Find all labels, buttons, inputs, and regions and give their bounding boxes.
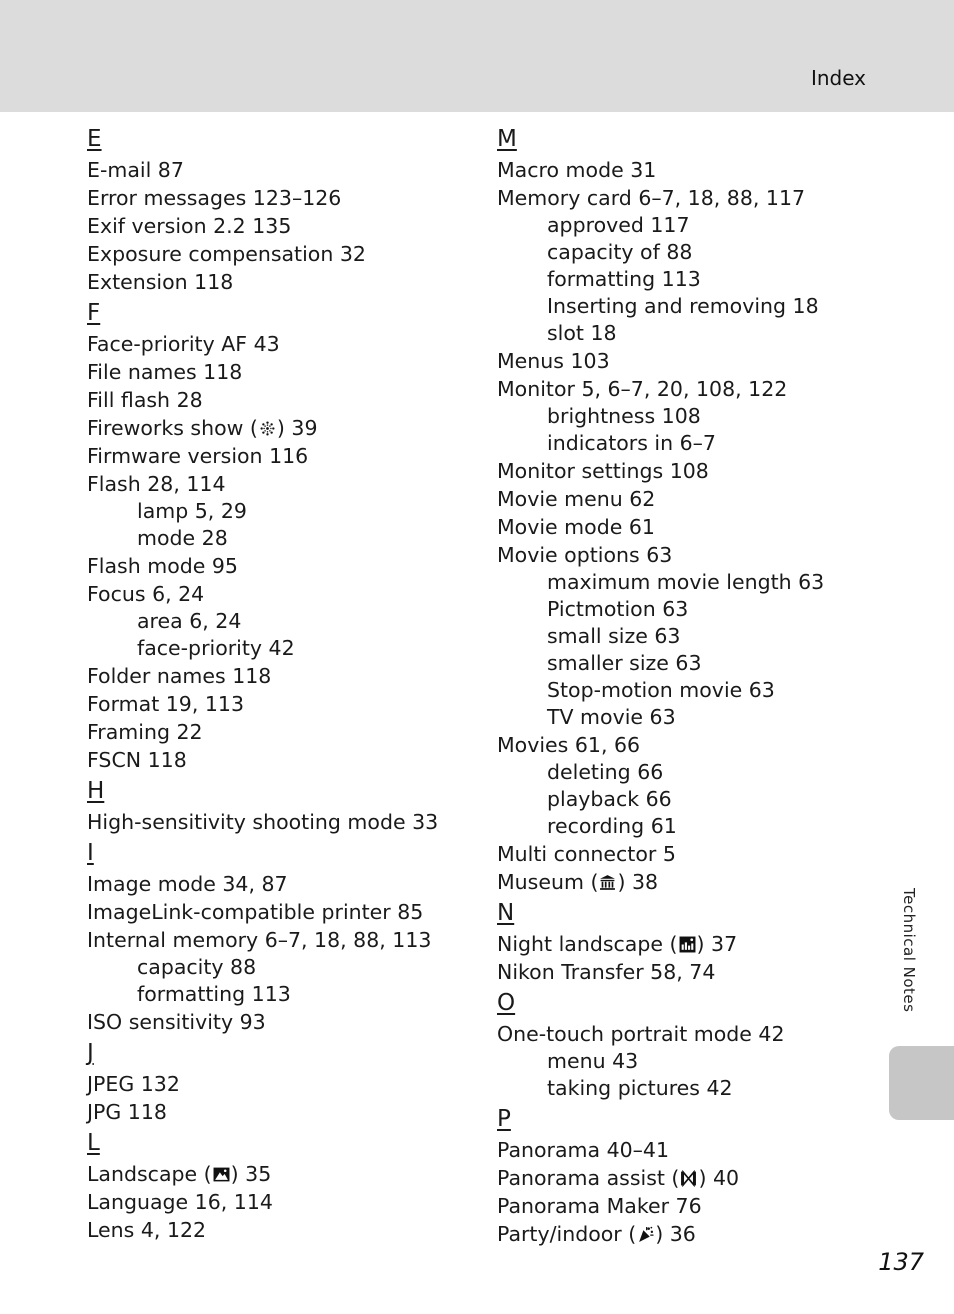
index-subentry: Pictmotion 63 <box>547 597 689 621</box>
index-subentry: recording 61 <box>547 814 677 838</box>
index-subentry: maximum movie length 63 <box>547 570 825 594</box>
section-tab-label: Technical Notes <box>900 888 918 1013</box>
index-entry: ISO sensitivity 93 <box>87 1010 266 1034</box>
index-subentry: menu 43 <box>547 1049 639 1073</box>
entry-text-before: Landscape ( <box>87 1162 212 1186</box>
index-entry: Extension 118 <box>87 270 234 294</box>
entry-text-after: ) 38 <box>617 870 659 894</box>
index-subentry: small size 63 <box>547 624 681 648</box>
index-letter-heading: P <box>497 1106 511 1132</box>
index-subentry: deleting 66 <box>547 760 664 784</box>
index-subentry: playback 66 <box>547 787 672 811</box>
index-entry: Movie mode 61 <box>497 515 655 539</box>
index-entry <box>87 414 477 442</box>
index-entry: Flash mode 95 <box>87 554 238 578</box>
section-tab-marker[interactable] <box>889 1046 954 1120</box>
entry-text-after: ) 35 <box>230 1162 272 1186</box>
index-subentry: capacity of 88 <box>547 240 693 264</box>
index-letter-heading: E <box>87 126 102 152</box>
index-entry: Framing 22 <box>87 720 203 744</box>
index-entry: Format 19, 113 <box>87 692 245 716</box>
entry-text-before: Night landscape ( <box>497 932 678 956</box>
index-entry: Folder names 118 <box>87 664 272 688</box>
entry-text-after: ) 40 <box>698 1166 740 1190</box>
index-entry <box>497 868 887 896</box>
index-subentry: formatting 113 <box>137 982 291 1006</box>
entry-text-after: ) 39 <box>276 416 318 440</box>
index-entry: Monitor settings 108 <box>497 459 709 483</box>
page-title: Index <box>810 66 866 90</box>
index-entry: Memory card 6–7, 18, 88, 117 <box>497 186 806 210</box>
entry-text-before: Panorama assist ( <box>497 1166 680 1190</box>
index-entry: Focus 6, 24 <box>87 582 205 606</box>
index-subentry: brightness 108 <box>547 404 701 428</box>
index-entry <box>497 930 887 958</box>
index-subentry: slot 18 <box>547 321 617 345</box>
index-letter-heading: L <box>87 1130 100 1156</box>
index-entry: Movies 61, 66 <box>497 733 641 757</box>
landscape-icon <box>213 1166 230 1183</box>
index-entry: Face-priority AF 43 <box>87 332 280 356</box>
header-band <box>0 0 954 112</box>
index-entry: FSCN 118 <box>87 748 187 772</box>
entry-text-after: ) 37 <box>696 932 738 956</box>
index-subentry: mode 28 <box>137 526 228 550</box>
index-entry: Fill flash 28 <box>87 388 203 412</box>
index-subentry: Inserting and removing 18 <box>547 294 819 318</box>
index-subentry: capacity 88 <box>137 955 257 979</box>
night-landscape-icon <box>679 936 696 953</box>
index-entry: Image mode 34, 87 <box>87 872 288 896</box>
panorama-assist-icon <box>680 1170 697 1187</box>
entry-text-before: Fireworks show ( <box>87 416 258 440</box>
index-entry <box>497 1220 887 1248</box>
index-entry: One-touch portrait mode 42 <box>497 1022 785 1046</box>
index-entry: Macro mode 31 <box>497 158 657 182</box>
index-subentry: face-priority 42 <box>137 636 295 660</box>
index-entry <box>87 1160 477 1188</box>
index-subentry: formatting 113 <box>547 267 701 291</box>
index-subentry: TV movie 63 <box>547 705 676 729</box>
index-entry: Error messages 123–126 <box>87 186 342 210</box>
index-entry <box>497 1164 887 1192</box>
index-entry: JPEG 132 <box>87 1072 180 1096</box>
index-letter-heading: N <box>497 900 515 926</box>
entry-text-before: Museum ( <box>497 870 599 894</box>
index-column-right <box>497 122 887 1248</box>
index-letter-heading: O <box>497 990 516 1016</box>
index-entry: Flash 28, 114 <box>87 472 226 496</box>
index-entry: E-mail 87 <box>87 158 184 182</box>
museum-icon <box>599 874 616 891</box>
index-column-left <box>87 122 477 1244</box>
fireworks-icon <box>259 420 276 437</box>
index-subentry: lamp 5, 29 <box>137 499 247 523</box>
index-entry: Lens 4, 122 <box>87 1218 207 1242</box>
page-number: 137 <box>878 1248 924 1276</box>
index-entry: Movie options 63 <box>497 543 673 567</box>
index-subentry: indicators in 6–7 <box>547 431 716 455</box>
index-entry: Movie menu 62 <box>497 487 656 511</box>
index-entry: Exif version 2.2 135 <box>87 214 292 238</box>
index-letter-heading: F <box>87 300 101 326</box>
party-indoor-icon <box>637 1226 654 1243</box>
index-letter-heading: J <box>87 1040 94 1066</box>
index-entry: JPG 118 <box>87 1100 167 1124</box>
index-subentry: smaller size 63 <box>547 651 702 675</box>
index-subentry: approved 117 <box>547 213 690 237</box>
index-entry: Nikon Transfer 58, 74 <box>497 960 716 984</box>
index-entry: Multi connector 5 <box>497 842 676 866</box>
index-subentry: taking pictures 42 <box>547 1076 733 1100</box>
index-letter-heading: H <box>87 778 105 804</box>
index-subentry: Stop-motion movie 63 <box>547 678 775 702</box>
index-entry: Panorama Maker 76 <box>497 1194 702 1218</box>
index-entry: File names 118 <box>87 360 243 384</box>
index-entry: Language 16, 114 <box>87 1190 273 1214</box>
index-letter-heading: I <box>87 840 94 866</box>
index-entry: Menus 103 <box>497 349 610 373</box>
index-entry: ImageLink-compatible printer 85 <box>87 900 424 924</box>
index-subentry: area 6, 24 <box>137 609 242 633</box>
entry-text-before: Party/indoor ( <box>497 1222 637 1246</box>
index-entry: Monitor 5, 6–7, 20, 108, 122 <box>497 377 788 401</box>
index-entry: Panorama 40–41 <box>497 1138 669 1162</box>
index-entry: Internal memory 6–7, 18, 88, 113 <box>87 928 432 952</box>
entry-text-after: ) 36 <box>655 1222 696 1246</box>
index-entry: Exposure compensation 32 <box>87 242 366 266</box>
index-letter-heading: M <box>497 126 517 152</box>
index-entry: High-sensitivity shooting mode 33 <box>87 810 439 834</box>
index-entry: Firmware version 116 <box>87 444 309 468</box>
